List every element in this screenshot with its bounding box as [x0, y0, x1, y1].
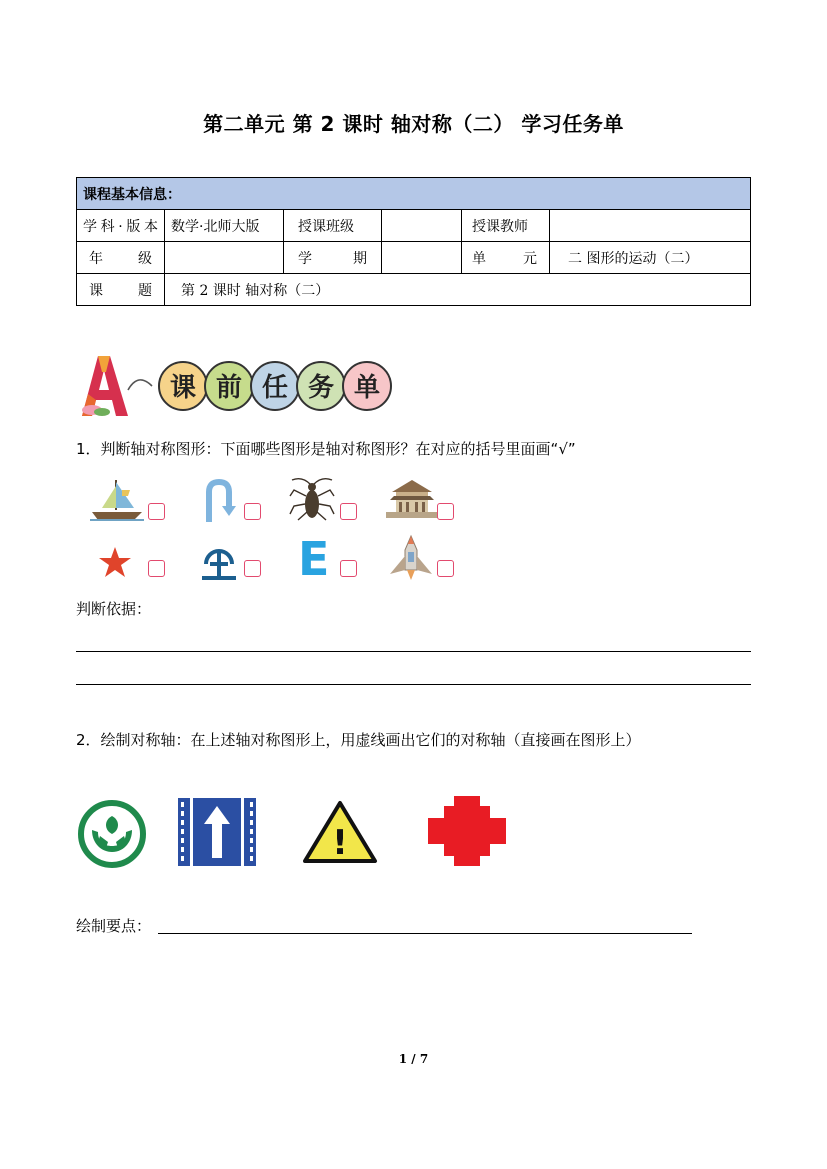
- banner-char-3: 任: [261, 373, 289, 403]
- grade-value[interactable]: [165, 242, 284, 274]
- star-icon: [98, 546, 132, 578]
- topic-label: 课 题: [77, 274, 165, 306]
- term-label: 学 期: [284, 242, 382, 274]
- drawing-points-label: 绘制要点：: [76, 917, 152, 935]
- road-sign-icon: [178, 798, 256, 866]
- drawing-points-line[interactable]: [158, 933, 692, 934]
- banner-char-1: 课: [169, 373, 197, 403]
- page-number: 1 / 7: [398, 1052, 429, 1066]
- checkbox-2[interactable]: [244, 503, 261, 520]
- class-label: 授课班级: [284, 210, 382, 242]
- checkbox-5[interactable]: [148, 560, 165, 577]
- table-header: 课程基本信息：: [77, 178, 751, 210]
- checkbox-6[interactable]: [244, 560, 261, 577]
- checkbox-8[interactable]: [437, 560, 454, 577]
- topic-value: 第 2 课时 轴对称（二）: [165, 274, 751, 306]
- grade-label: 年 级: [77, 242, 165, 274]
- environment-logo-icon: [76, 798, 148, 870]
- banner-char-4: 务: [307, 373, 335, 403]
- banner-char-5: 单: [353, 373, 381, 403]
- question-2: 2．绘制对称轴：在上述轴对称图形上，用虚线画出它们的对称轴（直接画在图形上）: [76, 731, 641, 749]
- basis-label: 判断依据：: [76, 600, 152, 618]
- u-turn-arrow-icon: [203, 478, 237, 524]
- page-title: 第二单元 第 2 课时 轴对称（二） 学习任务单: [203, 112, 624, 136]
- subject-value: 数学·北师大版: [165, 210, 284, 242]
- beetle-icon: [286, 476, 338, 524]
- teacher-value[interactable]: [550, 210, 751, 242]
- checkbox-3[interactable]: [340, 503, 357, 520]
- checkbox-1[interactable]: [148, 503, 165, 520]
- letter-e-icon: E: [298, 532, 330, 586]
- warning-sign-icon: [302, 800, 378, 864]
- pedestrian-sign-icon: [198, 540, 240, 582]
- checkbox-7[interactable]: [340, 560, 357, 577]
- pre-class-task-banner: [76, 350, 406, 422]
- unit-value: 二 图形的运动（二）: [550, 242, 751, 274]
- sailboat-icon: [88, 476, 146, 522]
- warning-mark: !: [332, 823, 348, 863]
- answer-line-2[interactable]: [76, 684, 751, 685]
- checkbox-4[interactable]: [437, 503, 454, 520]
- banner-char-2: 前: [215, 373, 243, 403]
- course-info-table: [76, 177, 751, 306]
- letter-a-decoration: [82, 356, 152, 416]
- answer-line-1[interactable]: [76, 651, 751, 652]
- subject-label: 学科·版本: [77, 210, 165, 242]
- teacher-label: 授课教师: [462, 210, 550, 242]
- term-value[interactable]: [382, 242, 462, 274]
- question-1: 1．判断轴对称图形：下面哪些图形是轴对称图形？在对应的括号里面画“√”: [76, 440, 576, 458]
- rocket-icon: [386, 534, 436, 582]
- red-cross-icon: [428, 796, 506, 866]
- unit-label: 单 元: [462, 242, 550, 274]
- class-value[interactable]: [382, 210, 462, 242]
- pagoda-icon: [384, 478, 440, 522]
